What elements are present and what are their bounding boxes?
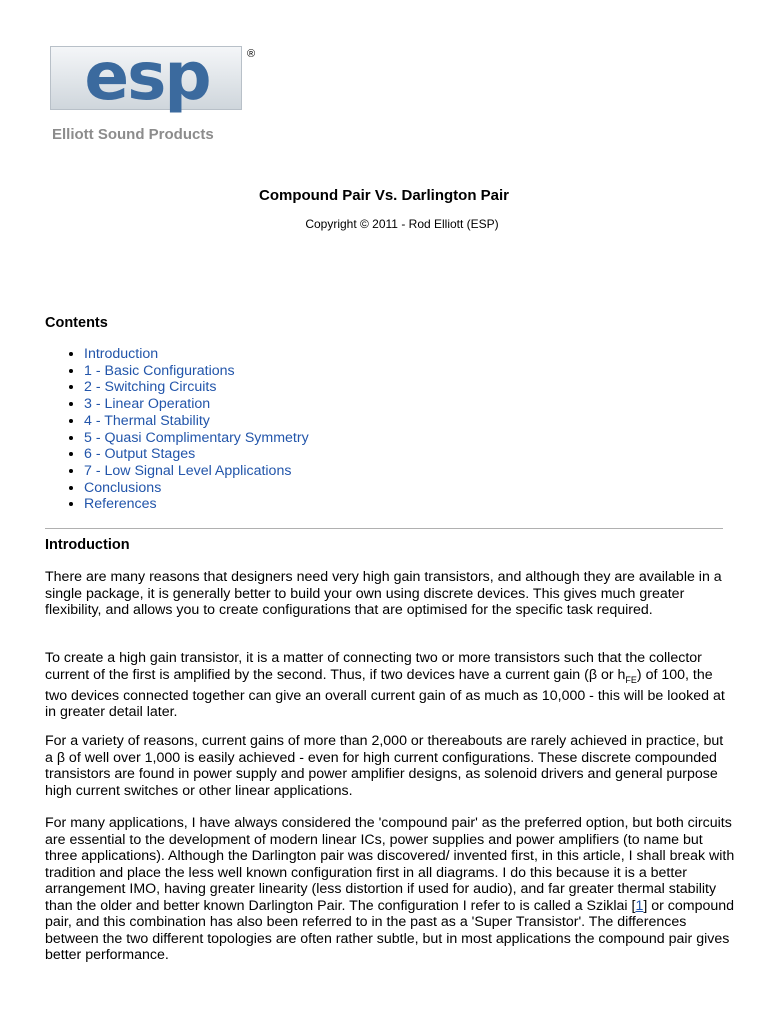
toc-link-references[interactable]: References [84,496,157,513]
registered-mark: ® [247,48,256,60]
reference-link-1[interactable]: 1 [635,897,644,914]
toc-link-low-signal-level-applications[interactable]: 7 - Low Signal Level Applications [84,462,292,479]
toc-link-conclusions[interactable]: Conclusions [84,479,162,496]
toc-item [84,346,309,363]
paragraph-text: For many applications, I have always considered the 'compound pair' as the preferred option, but both circuits are essential to the development of modern linear ICs, power supplies and power amplifiers (to name but three applications). Although the Darlington pair was discovered/ invented first, in this article, I shall break with tradition and place the less well known configuration first in all diagrams. I do this because it is a better arrangement IMO, having greater linearity (less distortion if used for audio), and far greater thermal stability than the older and better known Darlington Pair. The configuration I refer to is called a Sziklai [ [45,815,735,914]
intro-paragraph-1: There are many reasons that designers need very high gain transistors, and although they are available in a single package, it is generally better to build your own using discrete devices. This gives much greater flexibility, and allows you to create configurations that are optimised for the specific task required. [45,569,722,618]
introduction-heading: Introduction [45,537,130,553]
toc-item [84,496,309,513]
intro-paragraph-3: For a variety of reasons, current gains of more than 2,000 or thereabouts are rarely achieved in practice, but a β of well over 1,000 is easily achieved - even for high current configurations. These discrete compounded transistors are found in power supply and power amplifier designs, as solenoid drivers and general purpose high current switches or other linear applications. [45,733,724,799]
hfe-subscript: FE [625,674,637,685]
toc-item [84,396,309,413]
copyright-line: Copyright © 2011 - Rod Elliott (ESP) [305,217,499,231]
page-title: Compound Pair Vs. Darlington Pair [258,187,510,204]
toc-item [84,413,309,430]
paragraph-text: ) of 100, the two devices connected together can give an overall current gain of as much as 10,000 - this will be looked at in greater detail later. [45,666,725,721]
toc-item [84,463,309,480]
section-divider [45,528,723,529]
toc-link-quasi-complimentary-symmetry[interactable]: 5 - Quasi Complimentary Symmetry [84,429,309,446]
contents-heading: Contents [45,315,108,331]
paragraph-text: ] or compound pair, and this combination has also been referred to in the past as a 'Super Transistor'. The differences between the two different topologies are often rather subtle, but in most applications the compound pair gives better performance. [45,897,735,963]
company-name: Elliott Sound Products [52,126,214,143]
toc-item [84,430,309,447]
paragraph-text: To create a high gain transistor, it is a matter of connecting two or more transistors such that the collector current of the first is amplified by the second. Thus, if two devices have a current gain (β or h [45,650,702,683]
toc-item [84,480,309,497]
table-of-contents [45,346,309,513]
esp-logo[interactable] [50,38,246,115]
intro-paragraph-2 [45,650,735,721]
intro-paragraph-4 [45,815,735,964]
toc-link-basic-configurations[interactable]: 1 - Basic Configurations [84,362,235,379]
toc-link-thermal-stability[interactable]: 4 - Thermal Stability [84,412,210,429]
toc-link-introduction[interactable]: Introduction [84,346,159,362]
toc-link-switching-circuits[interactable]: 2 - Switching Circuits [84,379,217,396]
toc-link-linear-operation[interactable]: 3 - Linear Operation [84,396,211,413]
toc-item [84,379,309,396]
logo-text: esp [84,38,210,115]
toc-link-output-stages[interactable]: 6 - Output Stages [84,446,196,463]
toc-item [84,446,309,463]
toc-item [84,363,309,380]
